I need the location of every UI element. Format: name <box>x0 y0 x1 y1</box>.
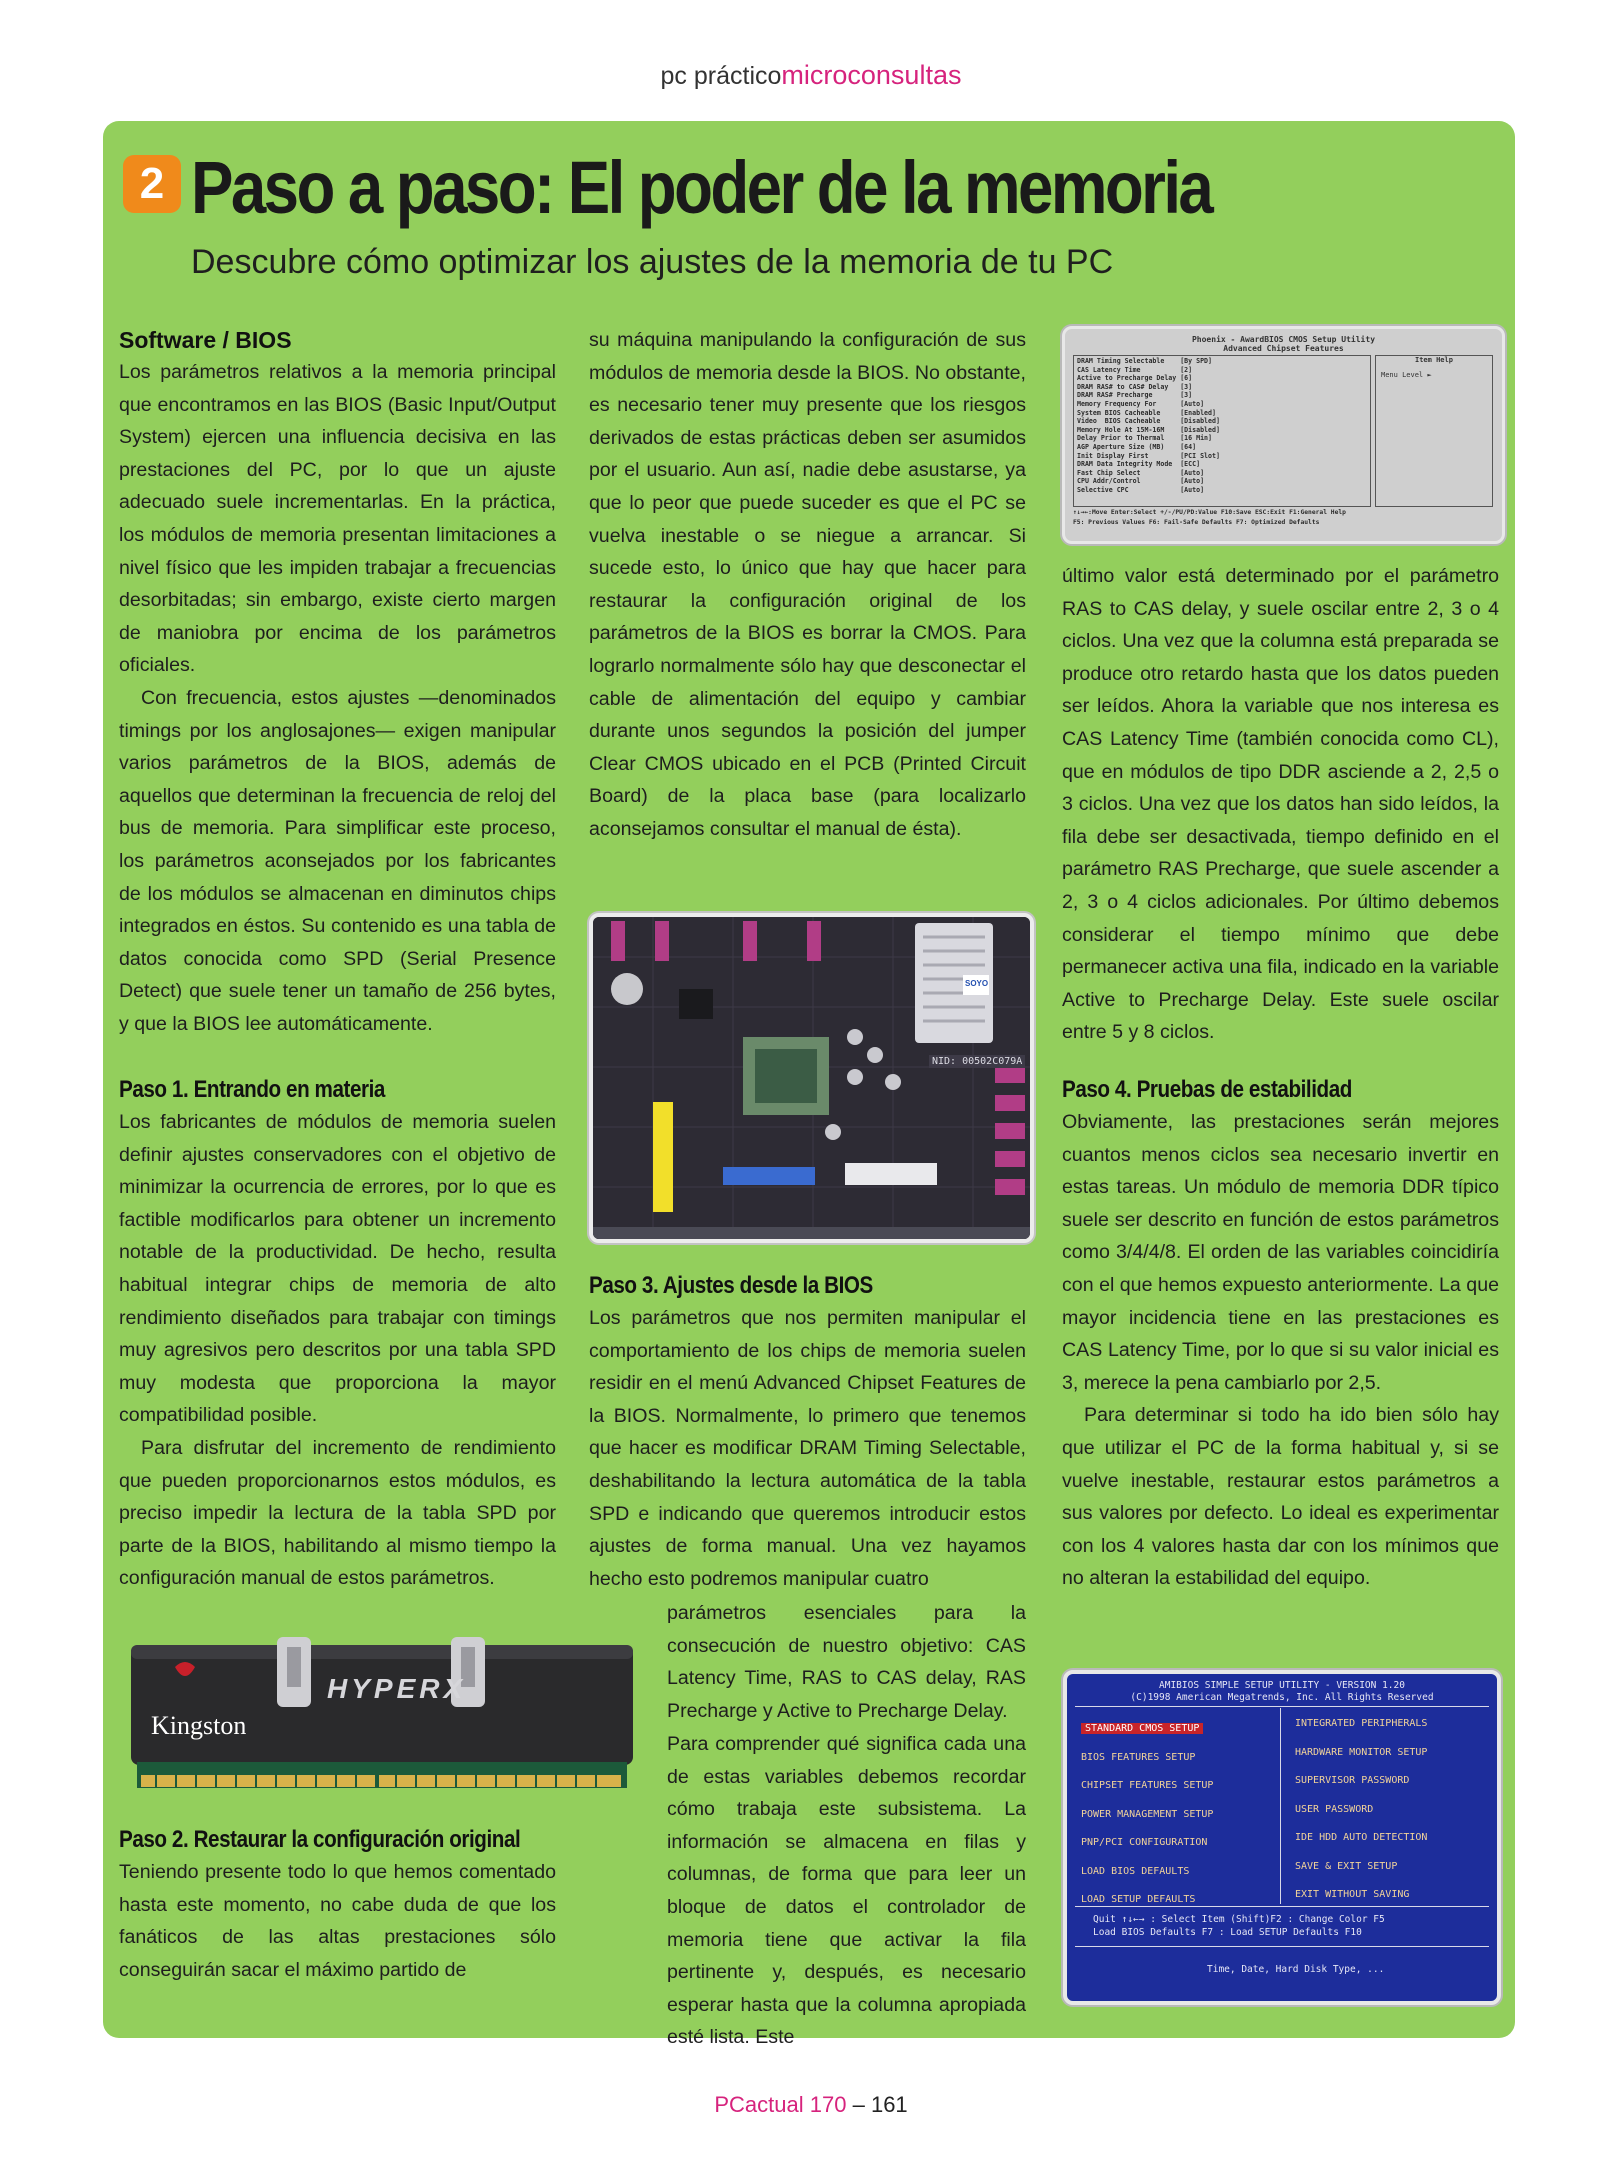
bios-row: Active to Precharge Delay [6] <box>1077 374 1193 383</box>
bios2-menu-row <box>1081 1780 1213 1791</box>
motherboard-brand-label: SOYO <box>965 979 989 988</box>
bios2-menu-item: IDE HDD AUTO DETECTION <box>1295 1832 1428 1843</box>
column-2-top <box>589 324 1026 846</box>
bios-row: System BIOS Cacheable [Enabled] <box>1077 408 1216 417</box>
column-1-paso2 <box>119 1824 556 1986</box>
bios-menu-level: Menu Level ► <box>1381 371 1432 379</box>
bios2-right-menu <box>1295 1718 1427 1918</box>
bios2-menu-item: POWER MANAGEMENT SETUP <box>1081 1808 1214 1820</box>
bios2-status: Time, Date, Hard Disk Type, ... <box>1207 1964 1385 1975</box>
heading-paso-4: Paso 4. Pruebas de estabilidad <box>1062 1076 1352 1103</box>
bios-row: DRAM RAS# to CAS# Delay [3] <box>1077 382 1193 391</box>
paragraph: Para determinar si todo ha ido bien sólo hay que utilizar el PC de la forma habitual y, si se vuelve inestable, restaurar estos parámetros a sus valores por defecto. Lo ideal es experimentar con los 4 valores hasta dar con los mínimos que no alteran la estabilidad del equipo. <box>1062 1404 1499 1590</box>
step-badge: 2 <box>123 155 181 213</box>
column-2-wrap-1 <box>667 1597 1026 1727</box>
footer-issue: 170 <box>809 2092 847 2117</box>
bios2-title: AMIBIOS SIMPLE SETUP UTILITY - VERSION 1.20 <box>1159 1680 1405 1691</box>
column-1-paso1 <box>119 1074 556 1595</box>
bios2-menu-item: SAVE & EXIT SETUP <box>1295 1860 1398 1872</box>
bios2-menu-row <box>1295 1804 1427 1815</box>
paragraph: último valor está determinado por el parámetro RAS to CAS delay, y suele oscilar entre 2, 3 o 4 ciclos. Una vez que la columna está preparada se produce otro retardo hasta que los datos pueden ser leídos. Ahora la variable que nos interesa es CAS Latency Time (también conocida como CL), que en módulos de tipo DDR asciende a 2, 2,5 o 3 ciclos. Una vez que los datos han sido leídos, la fila debe ser desactivada, tiempo definido en el parámetro RAS Precharge, que suele ascender a 2, 3 o 4 ciclos adicionales. Por último debemos considerar el tiempo mínimo que debe permanecer activa una fila, indicado en la variable Active to Precharge Delay. Este suele oscilar entre 5 y 8 ciclos. <box>1062 565 1499 1044</box>
paragraph: parámetros esenciales para la consecución de nuestro objetivo: CAS Latency Time, RAS to CAS delay, RAS Precharge y Active to Precharge Delay. <box>667 1602 1026 1722</box>
paragraph: Para disfrutar del incremento de rendimiento que pueden proporcionarnos estos módulos, es preciso impedir la lectura de la tabla SPD por parte de la BIOS, habilitando al mismo tiempo la configuración manual de estos parámetros. <box>119 1436 556 1590</box>
bios2-menu-item: CHIPSET FEATURES SETUP <box>1081 1780 1214 1791</box>
column-2-paso3 <box>589 1270 1026 1595</box>
bios-row: Init Display First [PCI Slot] <box>1077 451 1220 460</box>
bios2-divider <box>1075 1906 1489 1907</box>
footer-page-number: 161 <box>870 2092 908 2117</box>
column-3-paso4 <box>1062 1074 1499 1595</box>
bios2-center-divider <box>1280 1708 1281 1904</box>
bios2-menu-row <box>1081 1752 1213 1763</box>
bios2-menu-row <box>1081 1837 1213 1848</box>
bios-rows <box>1077 357 1220 495</box>
bios2-divider <box>1075 1946 1489 1947</box>
header-prefix: pc práctico <box>660 62 782 90</box>
paragraph: Los fabricantes de módulos de memoria suelen definir ajustes conservadores con el objetivo de minimizar la ocurrencia de errores, por lo que es factible modificarlos para obtener un incremento notable de la productividad. De hecho, resulta habitual integrar chips de memoria de alto rendimiento diseñados para trabajar con timings muy agresivos pero descritos por una tabla SPD muy modesta que proporciona la mayor compatibilidad posible. <box>119 1111 556 1427</box>
bios-row: Delay Prior to Thermal [16 Min] <box>1077 434 1212 443</box>
bios-row: Memory Hole At 15M-16M [Disabled] <box>1077 425 1220 434</box>
running-header <box>0 60 1622 91</box>
column-1-top <box>119 324 556 1040</box>
bios2-divider <box>1075 1706 1489 1707</box>
paragraph: Los parámetros que nos permiten manipular el comportamiento de los chips de memoria suelen residir en el menú Advanced Chipset Features de la BIOS. Normalmente, lo primero que tenemos que hacer es modificar DRAM Timing Selectable, deshabilitando la lectura automática de la tabla SPD e indicando que queremos introducir estos ajustes de forma manual. Una vez hayamos hecho esto podremos manipular cuatro <box>589 1307 1026 1590</box>
bios2-menu-item: LOAD SETUP DEFAULTS <box>1081 1894 1196 1905</box>
heading-paso-3: Paso 3. Ajustes desde la BIOS <box>589 1272 873 1299</box>
bios-row: CAS Latency Time [2] <box>1077 365 1193 374</box>
bios2-left-menu <box>1081 1718 1213 1923</box>
article-title: Paso a paso: El poder de la memoria <box>191 146 1212 229</box>
bios2-copyright: (C)1998 American Megatrends, Inc. All Rights Reserved <box>1130 1692 1434 1703</box>
bios2-menu-row <box>1295 1832 1427 1843</box>
bios2-menu-row <box>1295 1889 1427 1900</box>
bios2-menu-item: STANDARD CMOS SETUP <box>1081 1723 1203 1734</box>
ram-module-image <box>127 1637 637 1792</box>
article-subtitle: Descubre cómo optimizar los ajustes de la memoria de tu PC <box>191 243 1114 281</box>
bios2-menu-row <box>1295 1747 1427 1758</box>
bios2-keys-1: Quit ↑↓←→ : Select Item (Shift)F2 : Change Color F5 <box>1093 1914 1385 1925</box>
bios-subtitle: Advanced Chipset Features <box>1223 344 1344 353</box>
bios2-menu-item: BIOS FEATURES SETUP <box>1081 1751 1196 1763</box>
paragraph: Obviamente, las prestaciones serán mejores cuantos menos ciclos sea necesario invertir en estas tareas. Un módulo de memoria DDR típico suele ser descrito en función de estos parámetros como 3/4/4/8. El orden de las variables coincidiría con el que hemos expuesto anteriormente. La que mayor incidencia tiene en las prestaciones es CAS Latency Time, por lo que si su valor inicial es 3, merece la pena cambiarlo por 2,5. <box>1062 1111 1499 1394</box>
bios-row: Video BIOS Cacheable [Disabled] <box>1077 417 1220 426</box>
motherboard-drawing <box>593 917 1030 1239</box>
bios2-menu-item: HARDWARE MONITOR SETUP <box>1295 1746 1428 1758</box>
bios-title: Phoenix - AwardBIOS CMOS Setup Utility <box>1191 335 1376 344</box>
bios2-menu-item: PNP/PCI CONFIGURATION <box>1081 1837 1208 1848</box>
footer-magazine: PCactual <box>714 2092 804 2117</box>
ram-model-label: HYPERX <box>327 1673 467 1704</box>
column-3-top <box>1062 560 1499 1049</box>
bios2-menu-row <box>1295 1718 1427 1729</box>
bios2-menu-row <box>1081 1866 1213 1877</box>
bios-row: CPU Addr/Control [Auto] <box>1077 477 1205 486</box>
bios2-menu-item: INTEGRATED PERIPHERALS <box>1295 1718 1428 1729</box>
bios2-menu-row <box>1295 1861 1427 1872</box>
motherboard-id-label: NID: 00502C079A <box>929 1055 1025 1068</box>
bios-row: Selective CPC [Auto] <box>1077 485 1205 494</box>
paragraph: Para comprender qué significa cada una de estas variables debemos recordar cómo trabaja este subsistema. La información se almacena en filas y columnas, de forma que para leer un bloque de datos el controlador de memoria tiene que activar la fila pertinente y, después, es necesario esperar hasta que la columna apropiada esté lista. Este <box>667 1733 1026 2049</box>
paragraph: Con frecuencia, estos ajustes —denominados timings por los anglosajones— exigen manipular varios parámetros de la BIOS, además de aquellos que determinan la frecuencia de reloj del bus de memoria. Para simplificar este proceso, los parámetros aconsejados por los fabricantes de los módulos se almacenan en diminutos chips integrados en éstos. Su contenido es una tabla de datos conocida como SPD (Serial Presence Detect) que suele tener un tamaño de 256 bytes, y que la BIOS lee automáticamente. <box>119 686 556 1035</box>
bios-row: DRAM RAS# Precharge [3] <box>1077 391 1193 400</box>
motherboard-image <box>589 913 1034 1243</box>
bios-row: DRAM Data Integrity Mode [ECC] <box>1077 460 1201 469</box>
bios-row: Memory Frequency For [Auto] <box>1077 399 1205 408</box>
bios2-menu-item: LOAD BIOS DEFAULTS <box>1081 1865 1190 1877</box>
ram-brand-label: Kingston <box>151 1711 247 1740</box>
bios2-menu-row <box>1081 1718 1213 1752</box>
bios2-menu-row <box>1081 1809 1213 1820</box>
heading-paso-1: Paso 1. Entrando en materia <box>119 1076 385 1103</box>
paragraph: su máquina manipulando la configuración de sus módulos de memoria desde la BIOS. No obstante, es necesario tener muy presente que los riesgos derivados de estas prácticas deben ser asumidos por el usuario. Aun así, nadie debe asustarse, ya que lo peor que puede suceder es que el PC se vuelva inestable o se niegue a arrancar. Si sucede esto, lo único que hay que hacer para restaurar la configuración original de los parámetros de la BIOS es borrar la CMOS. Para lograrlo normalmente sólo hay que desconectar el cable de alimentación del equipo y cambiar durante unos segundos la posición del jumper Clear CMOS ubicado en el PCB (Printed Circuit Board) de la placa base (para localizarlo aconsejamos consultar el manual de ésta). <box>589 329 1026 840</box>
column-2-wrap-2 <box>589 1728 1026 2054</box>
bios2-menu-item: SUPERVISOR PASSWORD <box>1295 1775 1410 1786</box>
heading-paso-2: Paso 2. Restaurar la configuración original <box>119 1826 521 1853</box>
bios-row: AGP Aperture Size (MB) [64] <box>1077 442 1197 451</box>
award-bios-screenshot <box>1062 326 1505 544</box>
bios-footer-2: F5: Previous Values F6: Fail-Safe Defaults F7: Optimized Defaults <box>1073 519 1320 526</box>
heading-software-bios: Software / BIOS <box>119 327 292 353</box>
ami-bios-screenshot <box>1063 1670 1501 2005</box>
bios-footer-1: ↑↓→←:Move Enter:Select +/-/PU/PD:Value F10:Save ESC:Exit F1:General Help <box>1073 509 1346 516</box>
header-section: microconsultas <box>781 60 962 90</box>
bios2-menu-row <box>1295 1775 1427 1786</box>
bios2-menu-item: USER PASSWORD <box>1295 1803 1374 1815</box>
bios2-keys-2: Load BIOS Defaults F7 : Load SETUP Defaults F10 <box>1093 1927 1362 1938</box>
bios2-menu-item: EXIT WITHOUT SAVING <box>1295 1889 1410 1900</box>
bios2-menu-row <box>1081 1894 1213 1905</box>
bios-row: Fast Chip Select [Auto] <box>1077 468 1205 477</box>
paragraph: Los parámetros relativos a la memoria principal que encontramos en las BIOS (Basic Input/Output System) ejercen una influencia decisiva en las prestaciones del PC, por lo que un ajuste adecuado suele incrementarlas. En la práctica, los módulos de memoria presentan limitaciones a nivel físico que les impiden trabajar a frecuencias desorbitadas; sin embargo, existe cierto margen de maniobra por encima de los parámetros oficiales. <box>119 361 556 677</box>
footer-separator: – <box>852 2092 865 2117</box>
bios-row: DRAM Timing Selectable [By SPD] <box>1077 357 1212 365</box>
page-footer <box>0 2092 1622 2118</box>
bios-help-title: Item Help <box>1415 356 1453 364</box>
paragraph: Teniendo presente todo lo que hemos comentado hasta este momento, no cabe duda de que los fanáticos de las altas prestaciones sólo conseguirán sacar el máximo partido de <box>119 1861 556 1981</box>
